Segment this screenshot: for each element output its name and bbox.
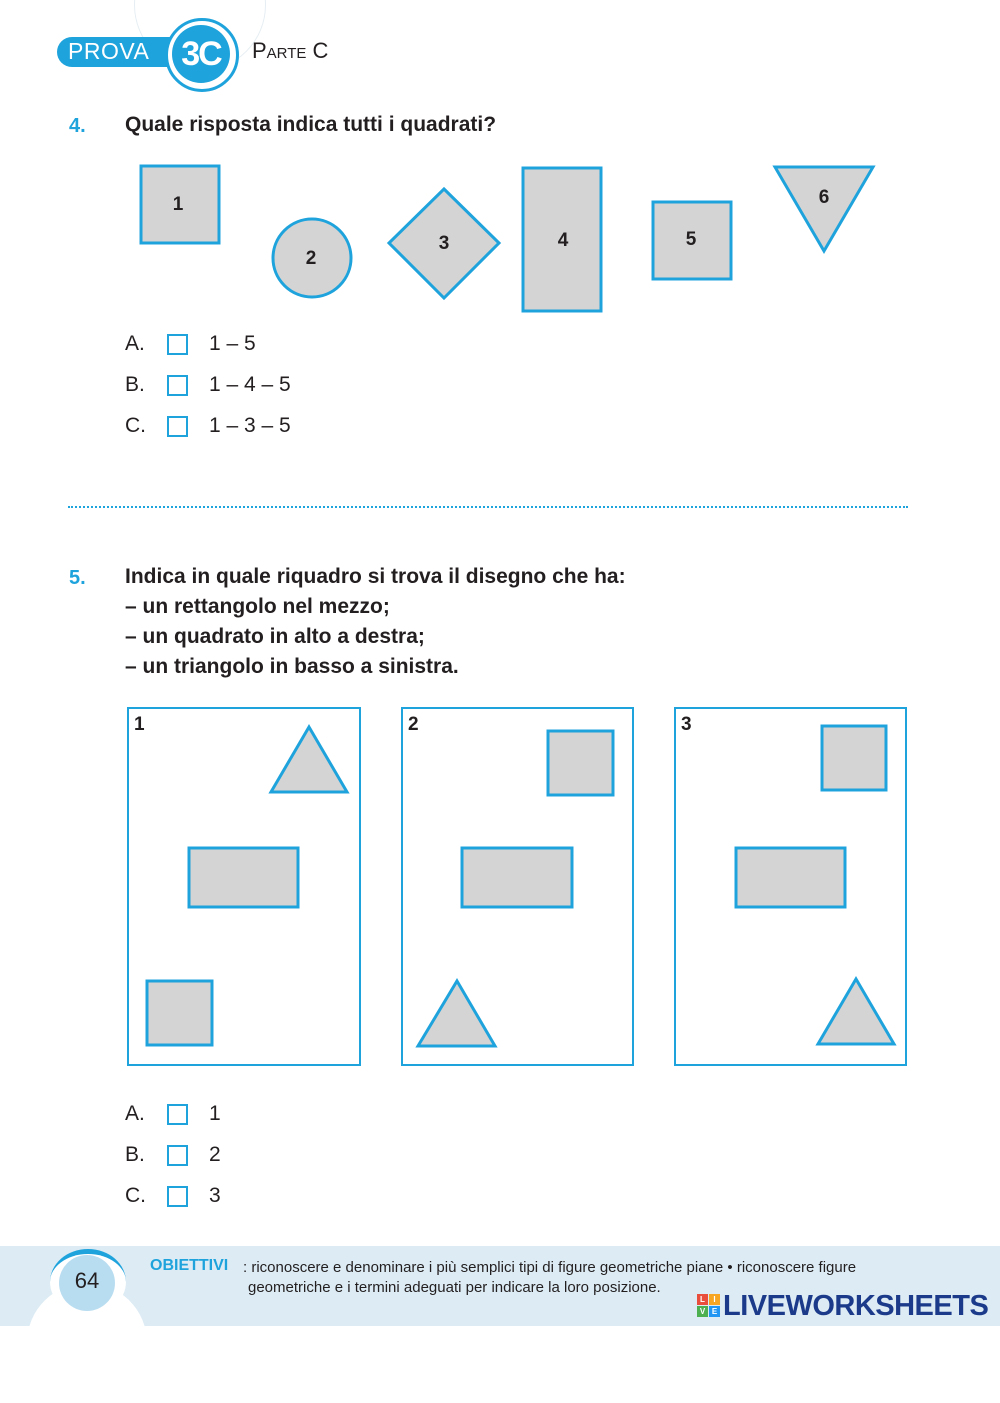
shape-4-label: 4 xyxy=(557,230,569,251)
shape-4-rectangle xyxy=(523,168,601,311)
shape-3-label: 3 xyxy=(438,233,450,254)
question-5-text xyxy=(125,562,626,682)
shape-6-label: 6 xyxy=(818,187,830,208)
panel-3-square xyxy=(822,726,886,790)
shape-3-diamond xyxy=(389,189,499,298)
shape-6-triangle xyxy=(775,167,873,251)
shape-2-circle xyxy=(273,219,351,297)
q4-option-c-value: 1 – 3 – 5 xyxy=(209,414,291,437)
q5-option-c-value: 3 xyxy=(209,1184,221,1207)
q5-option-c-letter: C. xyxy=(125,1184,146,1207)
panel-1-rectangle xyxy=(189,848,298,907)
q5-option-b-value: 2 xyxy=(209,1143,221,1166)
panel-3 xyxy=(675,708,906,1065)
q4-option-b-value: 1 – 4 – 5 xyxy=(209,373,291,396)
q4-option-c-checkbox[interactable] xyxy=(167,416,188,437)
panel-1 xyxy=(128,708,360,1065)
panel-1-square xyxy=(147,981,212,1045)
question-5-panels xyxy=(0,700,1000,1075)
panel-2 xyxy=(402,708,633,1065)
q5-option-c-checkbox[interactable] xyxy=(167,1186,188,1207)
panel-3-rectangle xyxy=(736,848,845,907)
objectives-text-line-1: : riconoscere e denominare i più semplici tipi di figure geometriche piane • riconoscere figure xyxy=(243,1259,857,1276)
question-4-text: Quale risposta indica tutti i quadrati? xyxy=(125,113,497,136)
question-4-shapes xyxy=(0,150,1000,320)
q4-option-c-letter: C. xyxy=(125,414,146,437)
question-5-line-1: Indica in quale riquadro si trova il disegno che ha: xyxy=(125,565,626,588)
question-4-number: 4. xyxy=(69,115,86,137)
liveworksheets-brand: LIVEWORKSHEETS xyxy=(723,1290,989,1322)
objectives-text-line-2: geometriche e i termini adeguati per indicare la loro posizione. xyxy=(248,1279,661,1296)
q4-option-b-checkbox[interactable] xyxy=(167,375,188,396)
question-5-line-2: – un rettangolo nel mezzo; xyxy=(125,595,390,618)
prova-label: PROVA xyxy=(68,38,150,64)
panel-1-label: 1 xyxy=(134,714,145,735)
liveworksheets-logo[interactable] xyxy=(697,1290,995,1322)
section-divider xyxy=(68,506,908,508)
q4-option-a-letter: A. xyxy=(125,332,145,355)
q5-option-b-checkbox[interactable] xyxy=(167,1145,188,1166)
q5-option-a-checkbox[interactable] xyxy=(167,1104,188,1125)
shape-5-square xyxy=(653,202,731,279)
q5-option-a-letter: A. xyxy=(125,1102,145,1125)
q5-option-a-value: 1 xyxy=(209,1102,221,1125)
question-5-line-3: – un quadrato in alto a destra; xyxy=(125,625,425,648)
parte-label: Parte C xyxy=(252,38,329,63)
question-5-line-4: – un triangolo in basso a sinistra. xyxy=(125,655,459,678)
q5-option-b-letter: B. xyxy=(125,1143,145,1166)
page-number: 64 xyxy=(74,1268,100,1293)
shape-2-label: 2 xyxy=(305,248,317,269)
q4-option-b-letter: B. xyxy=(125,373,145,396)
shape-1-square xyxy=(141,166,219,243)
q4-option-a-value: 1 – 5 xyxy=(209,332,256,355)
objectives-label: OBIETTIVI xyxy=(150,1257,229,1274)
shape-5-label: 5 xyxy=(685,229,697,250)
panel-2-rectangle xyxy=(462,848,572,907)
question-5-number: 5. xyxy=(69,567,86,589)
test-badge: 3C xyxy=(172,25,230,83)
shape-1-label: 1 xyxy=(172,194,184,215)
panel-3-label: 3 xyxy=(681,714,692,735)
q4-option-a-checkbox[interactable] xyxy=(167,334,188,355)
panel-2-label: 2 xyxy=(408,714,419,735)
liveworksheets-icon: L I V E xyxy=(697,1294,721,1318)
panel-2-square xyxy=(548,731,613,795)
